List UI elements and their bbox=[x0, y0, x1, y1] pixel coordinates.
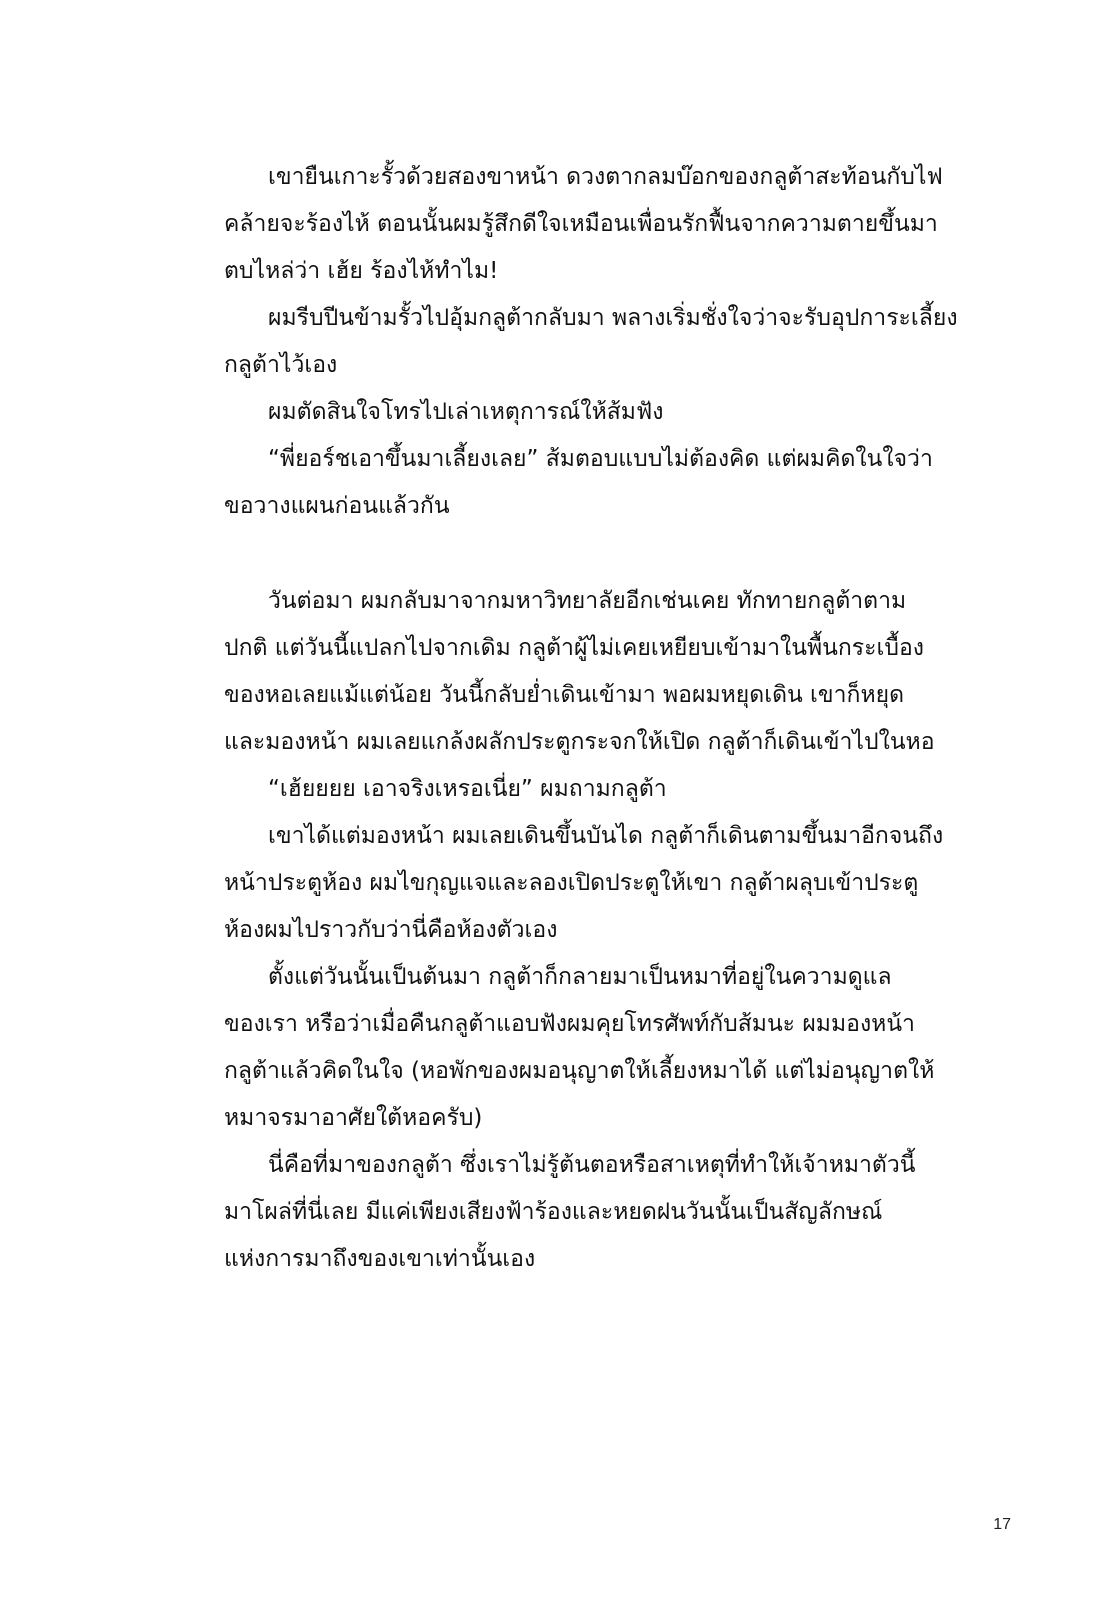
paragraph bbox=[224, 766, 1004, 813]
paragraph bbox=[224, 954, 1004, 1142]
text-line: วันต่อมา ผมกลับมาจากมหาวิทยาลัยอีกเช่นเคย ทักทายกลูต้าตาม bbox=[268, 588, 907, 614]
text-line: “พี่ยอร์ชเอาขึ้นมาเลี้ยงเลย” ส้มตอบแบบไม่ต้องคิด แต่ผมคิดในใจว่า bbox=[268, 446, 933, 472]
text-line: แห่งการมาถึงของเขาเท่านั้นเอง bbox=[224, 1246, 536, 1272]
text-line: เขายืนเกาะรั้วด้วยสองขาหน้า ดวงตากลมบ๊อกของกลูต้าสะท้อนกับไฟ bbox=[268, 164, 943, 190]
text-line: ตบไหล่ว่า เฮ้ย ร้องไห้ทำไม! bbox=[224, 258, 499, 284]
text-line: “เฮ้ยยยย เอาจริงเหรอเนี่ย” ผมถามกลูต้า bbox=[268, 776, 667, 802]
text-line: ผมตัดสินใจโทรไปเล่าเหตุการณ์ให้ส้มฟัง bbox=[268, 399, 664, 425]
section-break bbox=[224, 530, 1004, 578]
body-text bbox=[224, 154, 1004, 1283]
paragraph bbox=[224, 813, 1004, 954]
paragraph bbox=[224, 154, 1004, 295]
text-line: กลูต้าแล้วคิดในใจ (หอพักของผมอนุญาตให้เลี้ยงหมาได้ แต่ไม่อนุญาตให้ bbox=[224, 1058, 935, 1084]
text-line: นี่คือที่มาของกลูต้า ซึ่งเราไม่รู้ต้นตอหรือสาเหตุที่ทำให้เจ้าหมาตัวนี้ bbox=[268, 1152, 916, 1178]
text-line: ปกติ แต่วันนี้แปลกไปจากเดิม กลูต้าผู้ไม่เคยเหยียบเข้ามาในพื้นกระเบื้อง bbox=[224, 635, 925, 661]
paragraph bbox=[224, 578, 1004, 766]
text-line: กลูต้าไว้เอง bbox=[224, 352, 338, 378]
paragraph bbox=[224, 436, 1004, 530]
text-line: ของหอเลยแม้แต่น้อย วันนี้กลับย่ำเดินเข้ามา พอผมหยุดเดิน เขาก็หยุด bbox=[224, 682, 905, 708]
text-line: ตั้งแต่วันนั้นเป็นต้นมา กลูต้าก็กลายมาเป็นหมาที่อยู่ในความดูแล bbox=[268, 964, 892, 990]
paragraph bbox=[224, 295, 1004, 389]
text-line: เขาได้แต่มองหน้า ผมเลยเดินขึ้นบันได กลูต้าก็เดินตามขึ้นมาอีกจนถึง bbox=[268, 823, 944, 849]
text-line: และมองหน้า ผมเลยแกล้งผลักประตูกระจกให้เปิด กลูต้าก็เดินเข้าไปในหอ bbox=[224, 729, 935, 755]
paragraph bbox=[224, 389, 1004, 436]
text-line: ขอวางแผนก่อนแล้วกัน bbox=[224, 493, 450, 519]
text-line: ของเรา หรือว่าเมื่อคืนกลูต้าแอบฟังผมคุยโทรศัพท์กับส้มนะ ผมมองหน้า bbox=[224, 1011, 915, 1037]
text-line: ห้องผมไปราวกับว่านี่คือห้องตัวเอง bbox=[224, 917, 558, 943]
text-line: หน้าประตูห้อง ผมไขกุญแจและลองเปิดประตูให้เขา กลูต้าผลุบเข้าประตู bbox=[224, 870, 919, 896]
text-line: มาโผล่ที่นี่เลย มีแค่เพียงเสียงฟ้าร้องและหยดฝนวันนั้นเป็นสัญลักษณ์ bbox=[224, 1199, 883, 1225]
paragraph bbox=[224, 1142, 1004, 1283]
text-line: ผมรีบปีนข้ามรั้วไปอุ้มกลูต้ากลับมา พลางเริ่มชั่งใจว่าจะรับอุปการะเลี้ยง bbox=[268, 305, 958, 331]
text-line: คล้ายจะร้องไห้ ตอนนั้นผมรู้สึกดีใจเหมือนเพื่อนรักฟื้นจากความตายขึ้นมา bbox=[224, 211, 938, 237]
text-line: หมาจรมาอาศัยใต้หอครับ) bbox=[224, 1105, 483, 1131]
page-number: 17 bbox=[993, 1516, 1011, 1533]
